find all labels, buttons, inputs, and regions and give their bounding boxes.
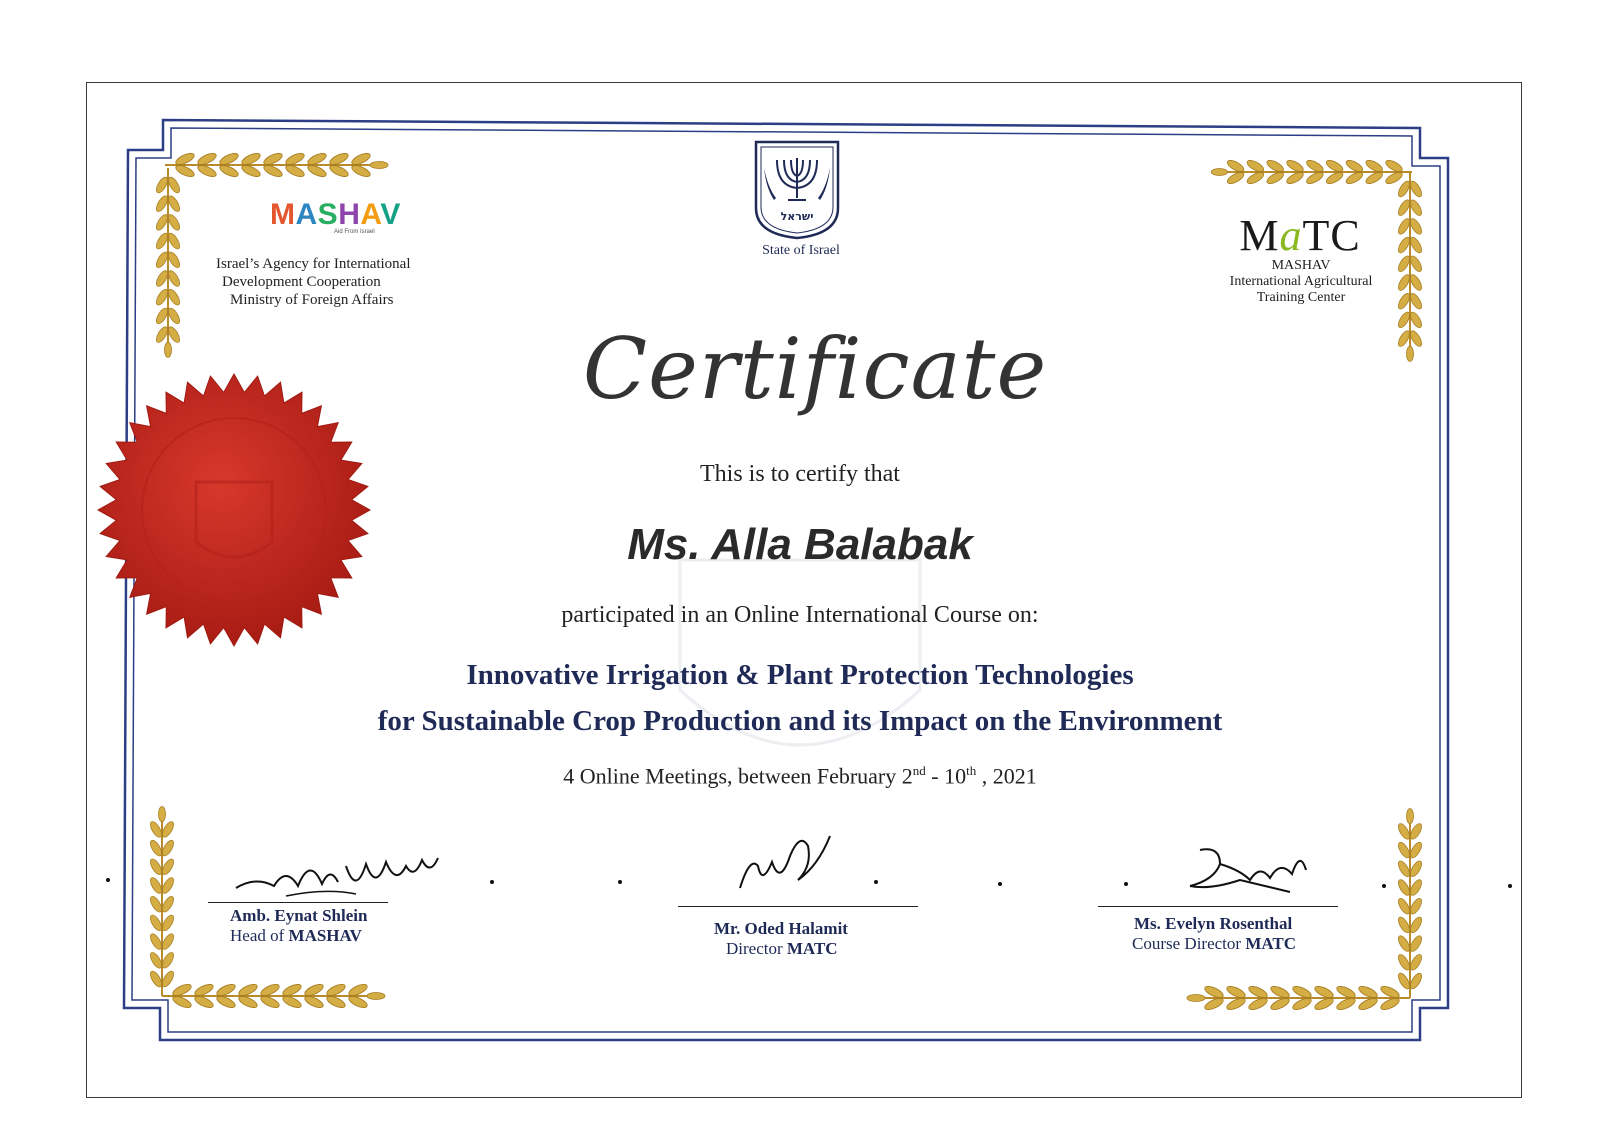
mashav-logo-letter: M bbox=[270, 198, 296, 231]
mashav-tagline: Aid From Israel bbox=[334, 229, 375, 235]
matc-logo bbox=[1232, 210, 1368, 261]
emblem-text: ישראל bbox=[780, 210, 814, 223]
course-title bbox=[300, 652, 1300, 744]
dot-mark bbox=[490, 880, 494, 884]
signature-line bbox=[678, 906, 918, 907]
signer-name: Ms. Evelyn Rosenthal bbox=[1134, 914, 1293, 933]
signer-name: Amb. Eynat Shlein bbox=[230, 906, 368, 925]
course-title-line: Innovative Irrigation & Plant Protection Technologies bbox=[466, 659, 1134, 691]
course-title-line: for Sustainable Crop Production and its Impact on the Environment bbox=[377, 705, 1223, 737]
signature-rosenthal bbox=[1170, 830, 1410, 900]
mashav-logo-text bbox=[270, 198, 401, 231]
dot-mark bbox=[1382, 884, 1386, 888]
state-emblem-icon bbox=[752, 138, 842, 242]
mashav-caption-line: Development Cooperation bbox=[222, 274, 381, 290]
dot-mark bbox=[874, 880, 878, 884]
red-seal bbox=[96, 372, 372, 648]
dates-sup-1: nd bbox=[912, 763, 926, 778]
mashav-logo-letter: A bbox=[360, 198, 381, 231]
participated-line: participated in an Online International Course on: bbox=[561, 602, 1039, 628]
signer-role bbox=[230, 926, 362, 946]
course-dates bbox=[400, 763, 1200, 789]
state-of-israel-label: State of Israel bbox=[762, 243, 840, 258]
matc-logo-left: M bbox=[1239, 211, 1280, 260]
signer-role-prefix: Head of bbox=[230, 926, 289, 945]
signature-line bbox=[208, 902, 388, 903]
matc-caption-line: MASHAV bbox=[1271, 258, 1331, 273]
mashav-caption bbox=[206, 255, 446, 309]
mashav-caption-line: Ministry of Foreign Affairs bbox=[230, 292, 394, 308]
dates-middle: - 10 bbox=[925, 763, 967, 789]
mashav-logo-letter: V bbox=[380, 198, 401, 231]
signer-role bbox=[1132, 934, 1296, 954]
mashav-logo bbox=[270, 198, 401, 232]
dates-suffix: , 2021 bbox=[976, 763, 1037, 789]
mashav-logo-letter: H bbox=[338, 198, 361, 231]
mashav-logo-letter: A bbox=[295, 198, 318, 231]
certificate-title: Certificate bbox=[582, 320, 1048, 418]
dot-mark bbox=[618, 880, 622, 884]
matc-caption bbox=[1216, 258, 1386, 306]
dot-mark bbox=[106, 878, 110, 882]
signer-role-prefix: Director bbox=[726, 939, 787, 958]
dot-mark bbox=[1124, 882, 1128, 886]
dot-mark bbox=[1508, 884, 1512, 888]
matc-logo-right: TC bbox=[1302, 211, 1361, 260]
signer-role-org: MATC bbox=[1245, 934, 1296, 953]
dates-sup-2: th bbox=[966, 763, 977, 778]
dot-mark bbox=[998, 882, 1002, 886]
matc-logo-accent: a bbox=[1279, 211, 1303, 260]
signature-line bbox=[1098, 906, 1338, 907]
mashav-logo-letter: S bbox=[317, 198, 339, 231]
matc-caption-line: Training Center bbox=[1256, 290, 1346, 305]
signature-halamit bbox=[700, 826, 940, 896]
certify-line: This is to certify that bbox=[700, 461, 900, 487]
matc-caption-line: International Agricultural bbox=[1229, 274, 1373, 289]
dates-prefix: 4 Online Meetings, between February 2 bbox=[563, 763, 913, 789]
signer-role-prefix: Course Director bbox=[1132, 934, 1246, 953]
signer-role-org: MASHAV bbox=[288, 926, 362, 945]
signer-role-org: MATC bbox=[786, 939, 838, 958]
mashav-caption-line: Israel’s Agency for International bbox=[216, 256, 411, 272]
recipient-name: Ms. Alla Balabak bbox=[627, 520, 973, 569]
signer-name: Mr. Oded Halamit bbox=[714, 919, 848, 938]
signature-shlein bbox=[226, 836, 466, 906]
signer-role bbox=[726, 939, 838, 959]
